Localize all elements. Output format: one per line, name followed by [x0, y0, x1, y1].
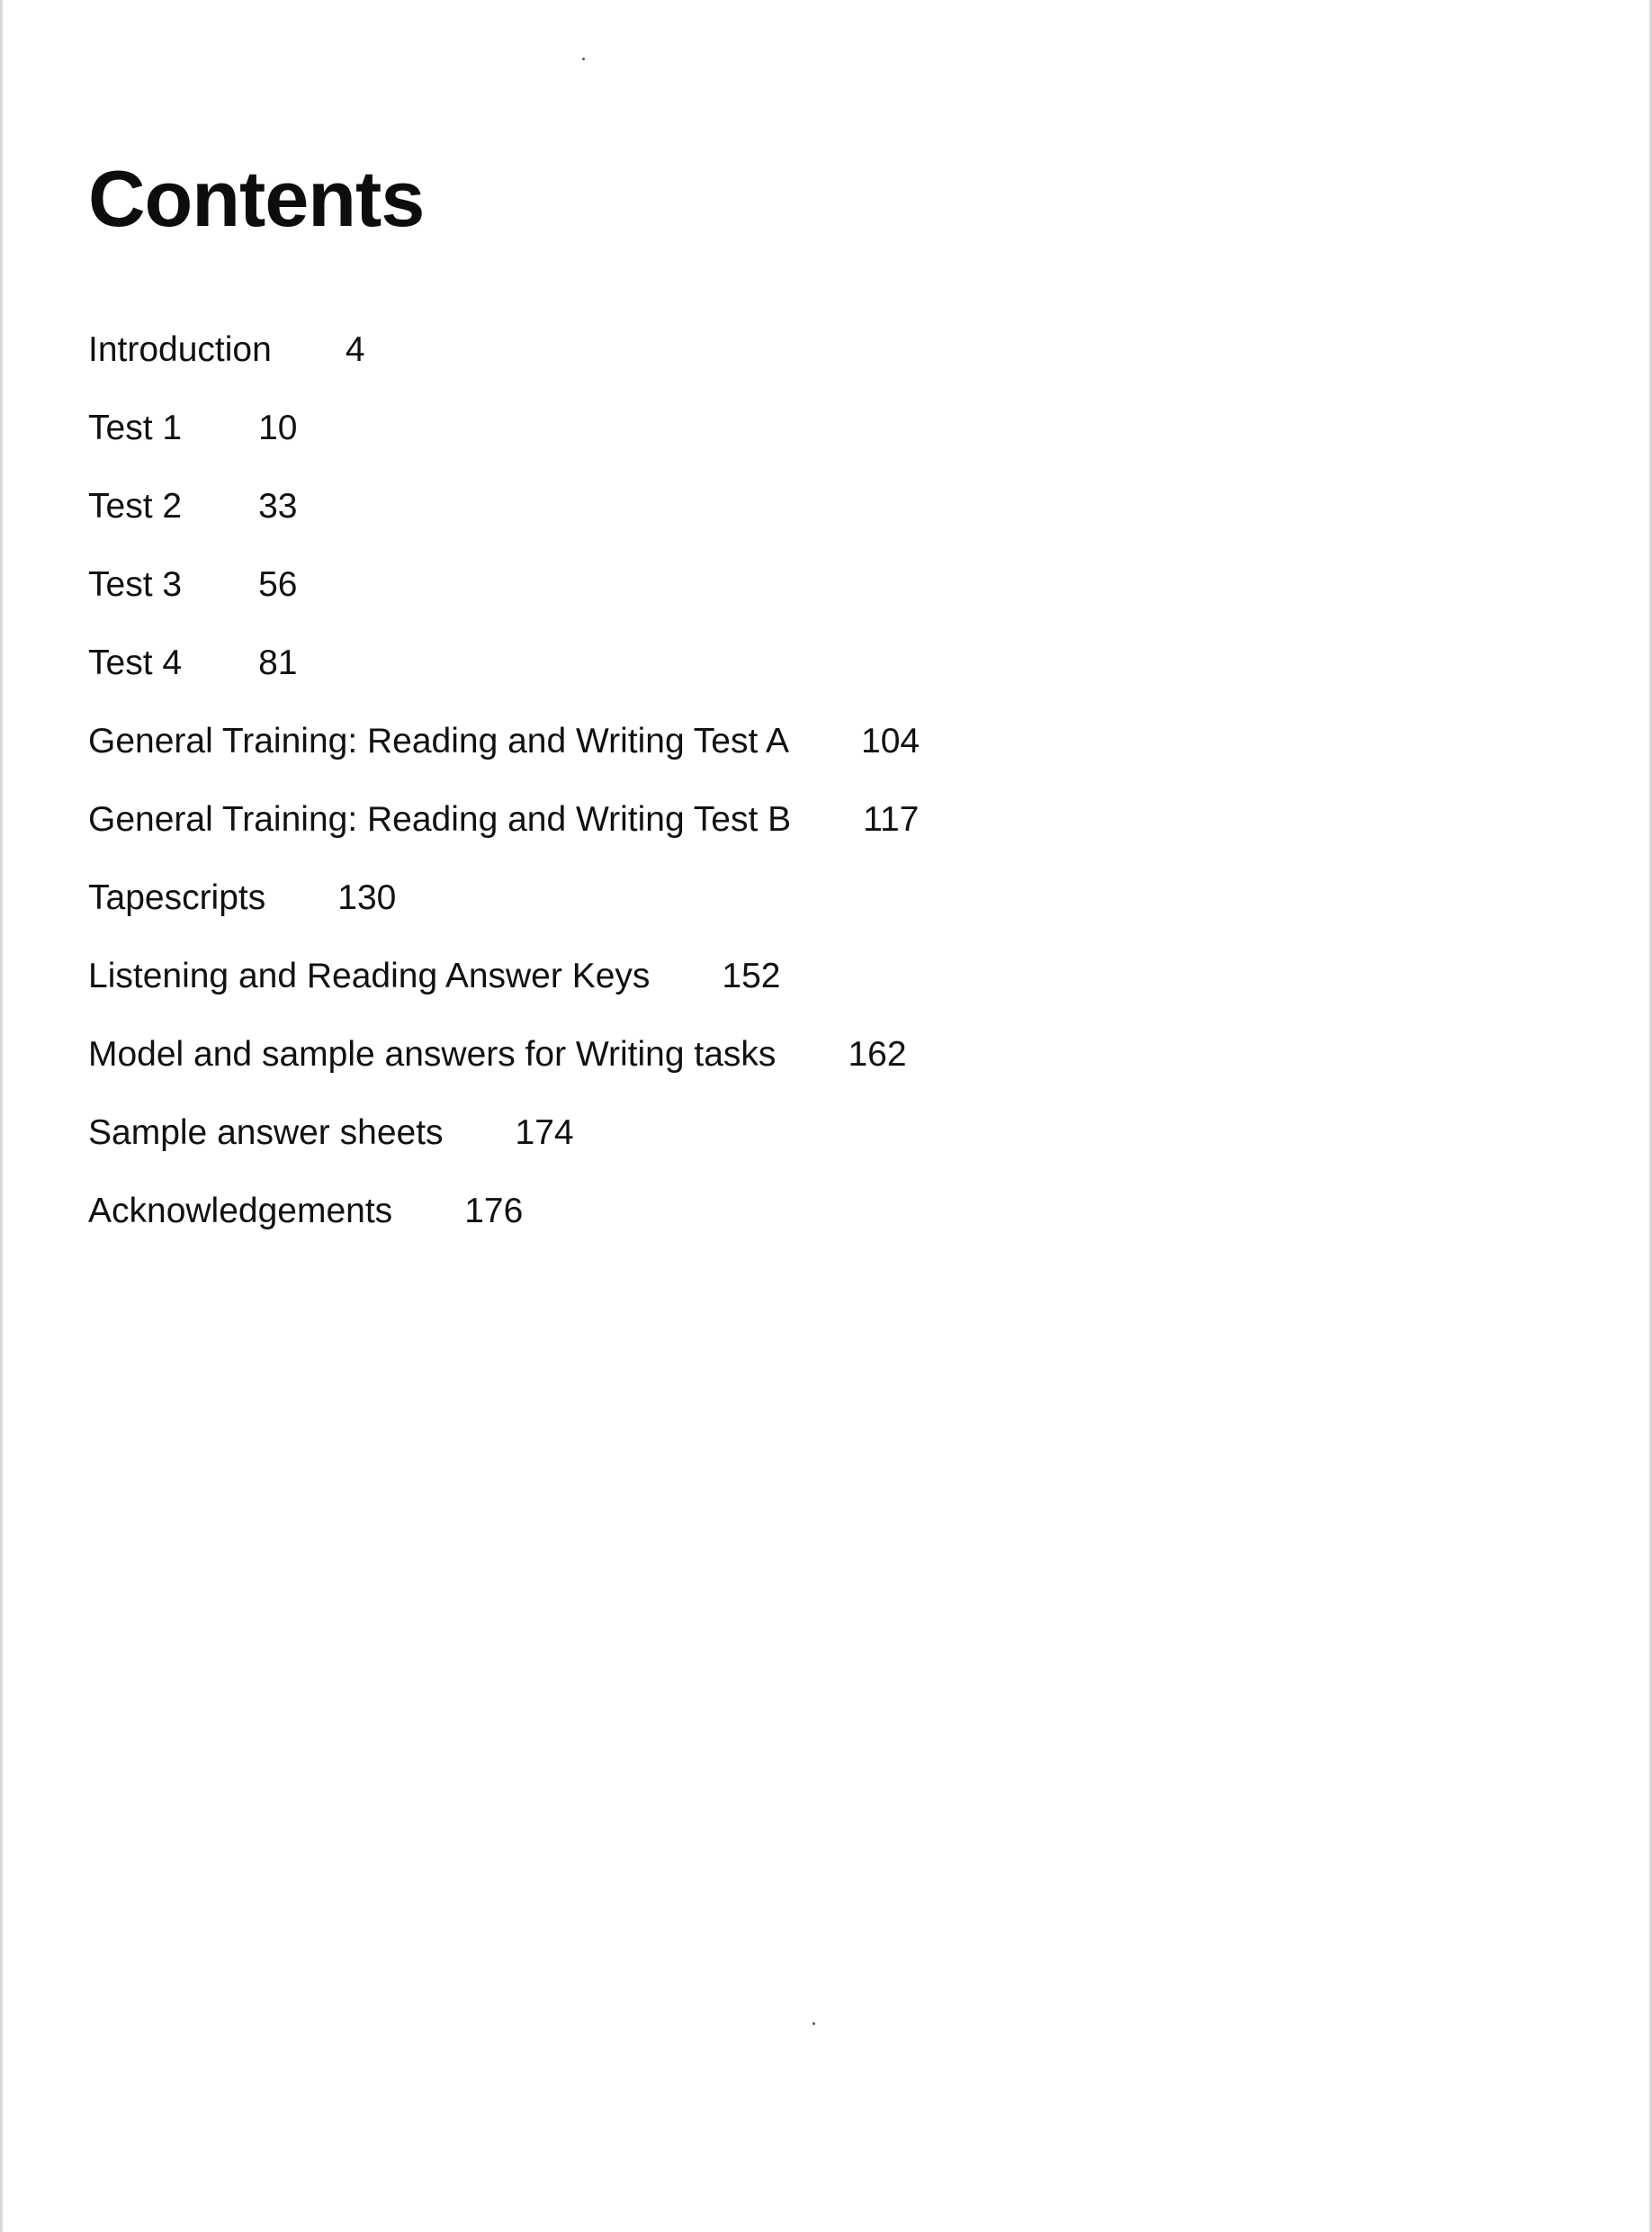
toc-entry-page: 10 — [258, 408, 298, 447]
toc-entry-title: Model and sample answers for Writing tasks — [88, 1034, 777, 1074]
toc-entry-page: 4 — [345, 329, 365, 369]
toc-entry[interactable] — [88, 702, 920, 780]
toc-entry[interactable] — [88, 310, 920, 389]
toc-entry[interactable] — [88, 1094, 920, 1172]
toc-entry-page: 56 — [258, 564, 298, 604]
toc-entry-title: Tapescripts — [88, 878, 266, 917]
toc-entry[interactable] — [88, 859, 920, 937]
toc-entry[interactable] — [88, 1015, 920, 1094]
toc-entry-page: 176 — [464, 1191, 524, 1230]
table-of-contents — [88, 310, 920, 1250]
toc-entry-title: General Training: Reading and Writing Test B — [88, 799, 792, 839]
toc-entry-page: 81 — [258, 643, 298, 682]
toc-entry-title: Test 1 — [88, 408, 183, 447]
toc-entry-page: 117 — [863, 799, 920, 839]
toc-entry-title: Listening and Reading Answer Keys — [88, 956, 651, 995]
toc-entry-page: 162 — [848, 1034, 907, 1074]
toc-entry[interactable] — [88, 780, 920, 859]
scan-speck — [813, 2022, 815, 2025]
toc-entry-title: Test 3 — [88, 564, 183, 604]
toc-entry-title: Test 2 — [88, 486, 183, 526]
toc-entry-page: 104 — [861, 721, 920, 760]
toc-entry[interactable] — [88, 937, 920, 1015]
toc-entry-title: General Training: Reading and Writing Test A — [88, 721, 790, 760]
toc-entry-title: Introduction — [88, 329, 272, 369]
toc-entry-title: Test 4 — [88, 643, 183, 682]
toc-entry[interactable] — [88, 467, 920, 545]
toc-entry-page: 33 — [258, 486, 298, 526]
toc-entry[interactable] — [88, 624, 920, 702]
toc-entry-title: Acknowledgements — [88, 1191, 393, 1230]
toc-entry-page: 174 — [515, 1112, 574, 1152]
toc-entry-page: 152 — [722, 956, 781, 995]
page-edge-left — [0, 0, 3, 2232]
toc-entry[interactable] — [88, 389, 920, 467]
page-title: Contents — [88, 154, 425, 243]
toc-entry[interactable] — [88, 1172, 920, 1250]
toc-entry-page: 130 — [337, 878, 397, 917]
toc-entry-title: Sample answer sheets — [88, 1112, 444, 1152]
scan-speck — [582, 58, 585, 60]
toc-entry[interactable] — [88, 545, 920, 624]
